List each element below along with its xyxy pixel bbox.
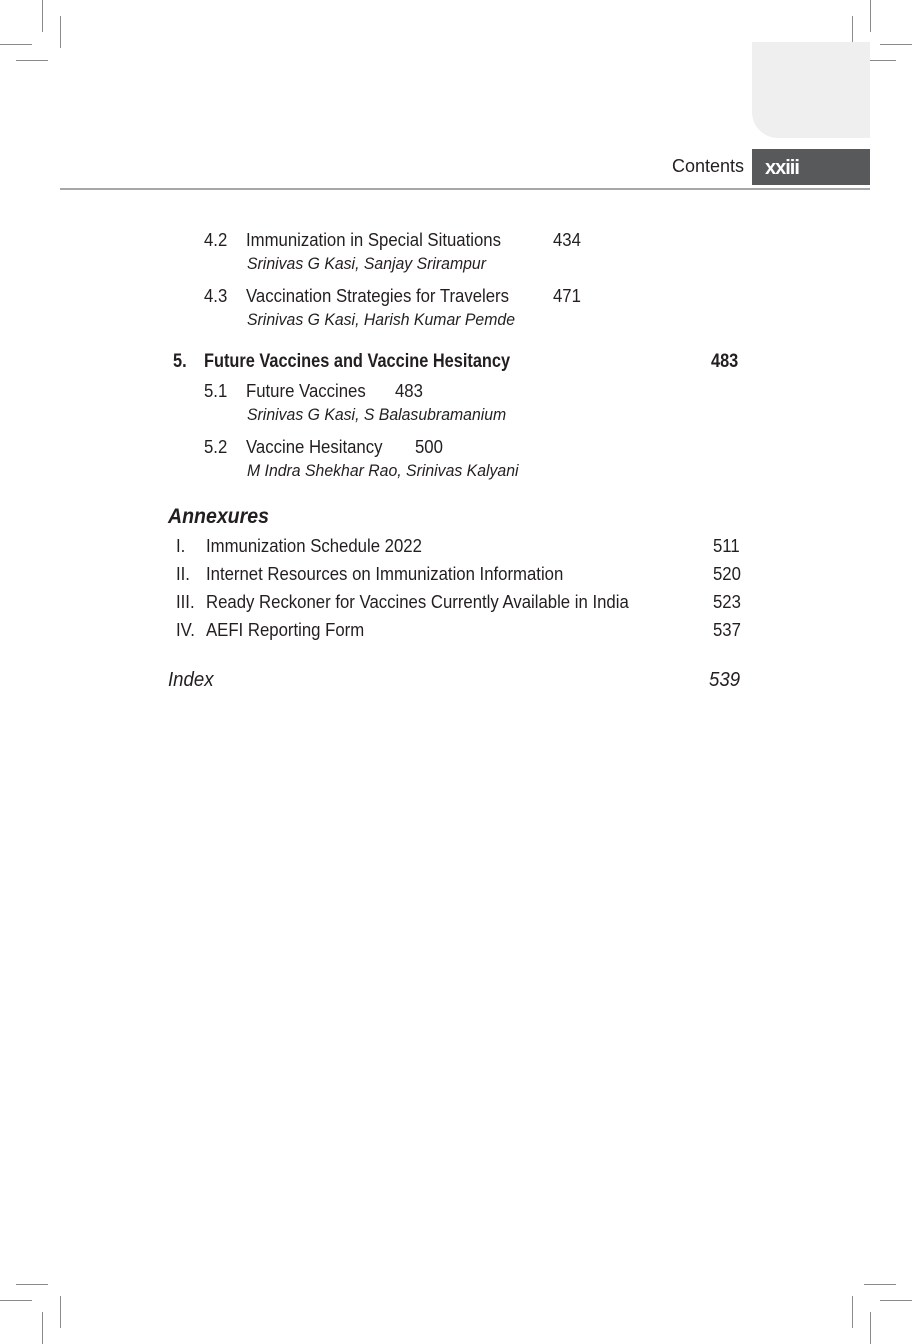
index-label: Index — [168, 669, 214, 691]
annexure-number: IV. — [176, 620, 195, 640]
crop-mark — [870, 1312, 871, 1344]
annexures-heading: Annexures — [168, 505, 269, 528]
crop-mark — [42, 0, 43, 32]
annexure-title: Immunization Schedule 2022 — [206, 536, 422, 556]
crop-mark — [880, 1300, 912, 1301]
crop-mark — [852, 1296, 853, 1328]
page-number: xxiii — [752, 149, 870, 185]
section-authors: Srinivas G Kasi, S Balasubramanium — [247, 405, 507, 424]
section-number: 5.2 — [204, 437, 228, 457]
crop-mark — [42, 1312, 43, 1344]
annexure-title: AEFI Reporting Form — [206, 620, 365, 640]
crop-mark — [60, 16, 61, 48]
crop-mark — [60, 1296, 61, 1328]
crop-mark — [16, 1284, 48, 1285]
section-authors: M Indra Shekhar Rao, Srinivas Kalyani — [247, 461, 519, 480]
crop-mark — [16, 60, 48, 61]
annexure-number: I. — [176, 536, 186, 556]
crop-mark — [0, 1300, 32, 1301]
thumb-tab — [752, 42, 870, 138]
section-page: 500 — [415, 437, 443, 457]
chapter-page: 483 — [711, 351, 739, 372]
header-rule — [60, 188, 870, 190]
annexure-page: 537 — [713, 620, 741, 640]
section-title: Vaccination Strategies for Travelers — [246, 286, 510, 306]
section-title: Future Vaccines — [246, 381, 366, 401]
crop-mark — [880, 44, 912, 45]
annexure-title: Internet Resources on Immunization Information — [206, 564, 564, 584]
section-title: Immunization in Special Situations — [246, 230, 501, 250]
section-authors: Srinivas G Kasi, Sanjay Srirampur — [247, 254, 486, 273]
annexure-number: III. — [176, 592, 195, 612]
running-head: Contents — [671, 156, 744, 176]
section-number: 5.1 — [204, 381, 228, 401]
annexure-page: 523 — [713, 592, 741, 612]
annexure-number: II. — [176, 564, 190, 584]
crop-mark — [864, 1284, 896, 1285]
chapter-number: 5. — [173, 351, 187, 372]
chapter-title: Future Vaccines and Vaccine Hesitancy — [204, 351, 511, 372]
section-page: 434 — [553, 230, 581, 250]
section-page: 471 — [553, 286, 581, 306]
index-page: 539 — [709, 669, 741, 691]
annexure-page: 511 — [713, 536, 740, 556]
crop-mark — [0, 44, 32, 45]
section-number: 4.3 — [204, 286, 228, 306]
crop-mark — [870, 0, 871, 32]
section-title: Vaccine Hesitancy — [246, 437, 383, 457]
section-authors: Srinivas G Kasi, Harish Kumar Pemde — [247, 310, 515, 329]
annexure-page: 520 — [713, 564, 741, 584]
section-page: 483 — [395, 381, 423, 401]
annexure-title: Ready Reckoner for Vaccines Currently Available in India — [206, 592, 629, 612]
section-number: 4.2 — [204, 230, 228, 250]
